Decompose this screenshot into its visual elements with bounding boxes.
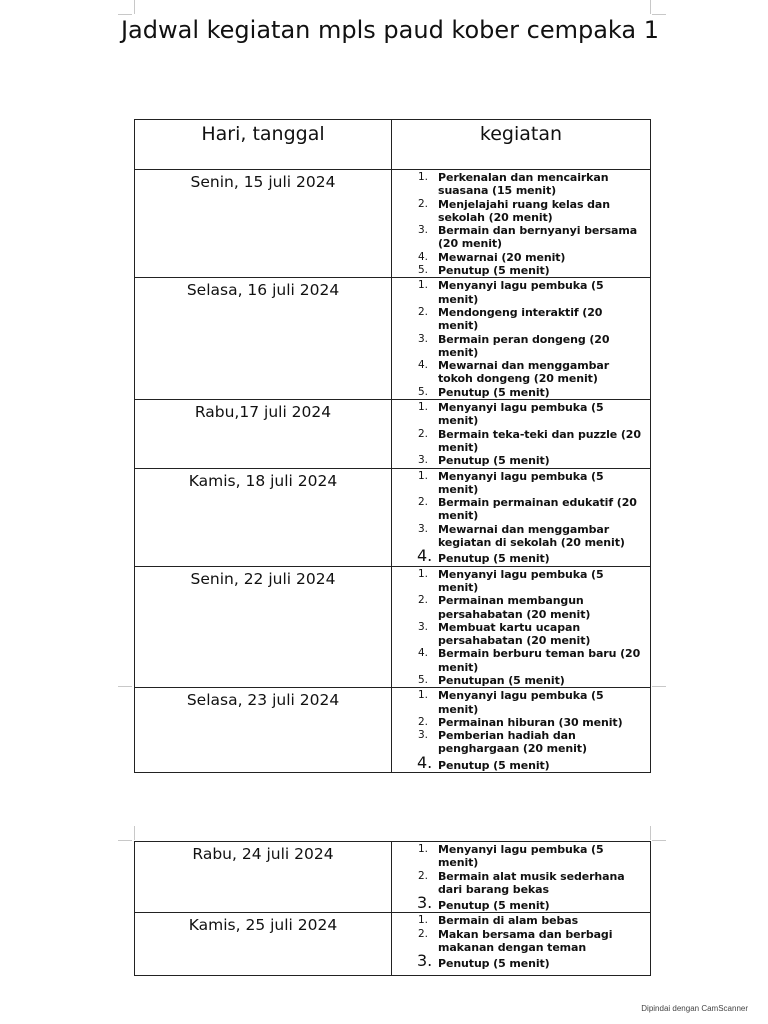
activity-number: 1.: [418, 567, 428, 580]
activity-item: [392, 333, 646, 360]
activity-number: 3.: [418, 620, 428, 633]
activity-text: Penutup (5 menit): [438, 264, 550, 278]
activity-item: [392, 401, 646, 428]
activity-item: [392, 689, 646, 716]
activity-number: 3.: [418, 454, 428, 467]
activity-item: [392, 264, 646, 277]
activity-number: 4.: [417, 546, 433, 566]
activity-item: [392, 621, 646, 648]
activity-text: Menjelajahi ruang kelas dan sekolah (20 menit): [438, 197, 610, 224]
activity-number: 3.: [418, 224, 428, 237]
activity-item: [392, 279, 646, 306]
schedule-table-continued: [134, 841, 651, 976]
activity-text: Menyanyi lagu pembuka (5 menit): [438, 469, 604, 496]
activity-text: Bermain peran dongeng (20 menit): [438, 332, 610, 359]
schedule-row: [135, 913, 651, 976]
activity-number: 5.: [418, 264, 428, 277]
activities-cell: [392, 688, 651, 773]
activities-cell: [392, 566, 651, 688]
schedule-table: [134, 119, 651, 773]
activity-text: Penutup (5 menit): [438, 957, 550, 971]
crop-mark: [652, 14, 666, 15]
activity-list: [392, 400, 650, 467]
crop-mark: [134, 826, 135, 840]
activity-text: Bermain di alam bebas: [438, 914, 579, 928]
activity-text: Perkenalan dan mencairkan suasana (15 menit): [438, 171, 609, 198]
crop-mark: [650, 0, 651, 14]
activity-item: [392, 914, 646, 927]
day-date-cell: Rabu,17 juli 2024: [135, 400, 392, 468]
activity-list: [392, 278, 650, 399]
activity-item: [392, 594, 646, 621]
activity-number: 3.: [418, 729, 428, 742]
activity-item: [392, 251, 646, 264]
day-date-cell: Senin, 15 juli 2024: [135, 170, 392, 278]
column-header-activities: kegiatan: [392, 120, 651, 170]
activity-item: [392, 198, 646, 225]
scanner-watermark: Dipindai dengan CamScanner: [641, 1004, 748, 1013]
activity-number: 4.: [417, 752, 433, 772]
crop-mark: [118, 686, 132, 687]
activity-item: [392, 729, 646, 756]
day-date-cell: Selasa, 23 juli 2024: [135, 688, 392, 773]
crop-mark: [118, 840, 132, 841]
activity-text: Penutup (5 menit): [438, 899, 550, 913]
activity-number: 2.: [418, 305, 428, 318]
activity-number: 5.: [418, 385, 428, 398]
column-header-day: Hari, tanggal: [135, 120, 392, 170]
activity-text: Membuat kartu ucapan persahabatan (20 menit): [438, 620, 591, 648]
activity-item: [392, 752, 646, 772]
crop-mark: [652, 686, 666, 687]
activity-number: 1.: [418, 914, 428, 927]
activity-number: 5.: [418, 673, 428, 686]
activity-number: 2.: [418, 427, 428, 440]
day-date-cell: Selasa, 16 juli 2024: [135, 278, 392, 400]
activity-number: 1.: [418, 279, 428, 292]
crop-mark: [118, 14, 132, 15]
activity-item: [392, 928, 646, 955]
activity-text: Mewarnai dan menggambar tokoh dongeng (20 menit): [438, 359, 610, 386]
activity-number: 2.: [418, 594, 428, 607]
activity-number: 2.: [418, 715, 428, 728]
activity-item: [392, 674, 646, 687]
activity-item: [392, 716, 646, 729]
activities-cell: [392, 842, 651, 913]
crop-mark: [652, 840, 666, 841]
activity-text: Bermain permainan edukatif (20 menit): [438, 496, 637, 523]
schedule-row: [135, 842, 651, 913]
activity-item: [392, 546, 646, 566]
activity-text: Permainan membangun persahabatan (20 menit): [438, 594, 591, 621]
activity-text: Menyanyi lagu pembuka (5 menit): [438, 279, 604, 306]
activity-list: [392, 170, 650, 277]
activity-number: 4.: [418, 359, 428, 372]
activity-item: [392, 171, 646, 198]
activity-number: 2.: [418, 927, 428, 940]
activity-number: 1.: [418, 469, 428, 482]
activity-number: 2.: [418, 869, 428, 882]
activity-text: Menyanyi lagu pembuka (5 menit): [438, 689, 604, 716]
activity-number: 2.: [418, 197, 428, 210]
activity-text: Menyanyi lagu pembuka (5 menit): [438, 843, 604, 870]
activities-cell: [392, 278, 651, 400]
activity-list: [392, 567, 650, 688]
activities-cell: [392, 170, 651, 278]
day-date-cell: Rabu, 24 juli 2024: [135, 842, 392, 913]
day-date-cell: Kamis, 18 juli 2024: [135, 468, 392, 566]
activity-text: Permainan hiburan (30 menit): [438, 715, 623, 729]
crop-mark: [134, 0, 135, 14]
activity-item: [392, 893, 646, 913]
activity-item: [392, 951, 646, 971]
day-date-cell: Senin, 22 juli 2024: [135, 566, 392, 688]
activity-number: 4.: [418, 250, 428, 263]
schedule-row: [135, 566, 651, 688]
activity-number: 1.: [418, 171, 428, 183]
schedule-row: [135, 468, 651, 566]
activity-number: 1.: [418, 401, 428, 414]
activity-item: [392, 870, 646, 897]
activity-text: Pemberian hadiah dan penghargaan (20 menit): [438, 729, 587, 756]
activity-list: [392, 913, 650, 970]
activity-item: [392, 568, 646, 595]
schedule-row: [135, 688, 651, 773]
activity-number: 3.: [418, 522, 428, 535]
crop-mark: [650, 826, 651, 840]
activity-text: Bermain berburu teman baru (20 menit): [438, 647, 641, 674]
activity-item: [392, 386, 646, 399]
activity-item: [392, 470, 646, 497]
activity-list: [392, 688, 650, 772]
activity-item: [392, 428, 646, 455]
activity-text: Makan bersama dan berbagi makanan dengan teman: [438, 927, 613, 955]
activity-text: Bermain dan bernyanyi bersama (20 menit): [438, 224, 638, 251]
activity-text: Mendongeng interaktif (20 menit): [438, 305, 603, 333]
activity-number: 3.: [418, 332, 428, 345]
activity-item: [392, 523, 646, 550]
activity-number: 3.: [417, 951, 433, 971]
activity-number: 1.: [418, 843, 428, 855]
activity-text: Penutup (5 menit): [438, 385, 550, 399]
activity-text: Penutup (5 menit): [438, 454, 550, 468]
activity-text: Bermain alat musik sederhana dari barang bekas: [438, 869, 625, 896]
activity-text: Penutupan (5 menit): [438, 673, 565, 687]
activity-number: 1.: [418, 689, 428, 702]
activity-text: Menyanyi lagu pembuka (5 menit): [438, 567, 604, 594]
activities-cell: [392, 468, 651, 566]
activity-item: [392, 647, 646, 674]
page-title: Jadwal kegiatan mpls paud kober cempaka 1: [120, 16, 660, 44]
schedule-row: [135, 400, 651, 468]
activity-text: Penutup (5 menit): [438, 552, 550, 566]
activity-item: [392, 306, 646, 333]
activity-number: 2.: [418, 496, 428, 509]
activity-list: [392, 842, 650, 912]
day-date-cell: Kamis, 25 juli 2024: [135, 913, 392, 976]
activity-text: Menyanyi lagu pembuka (5 menit): [438, 401, 604, 428]
activities-cell: [392, 400, 651, 468]
activity-text: Penutup (5 menit): [438, 758, 550, 772]
activity-item: [392, 224, 646, 251]
activity-text: Bermain teka-teki dan puzzle (20 menit): [438, 427, 641, 454]
schedule-row: [135, 170, 651, 278]
activity-number: 4.: [418, 647, 428, 660]
activity-text: Mewarnai dan menggambar kegiatan di sekolah (20 menit): [438, 522, 625, 550]
activity-item: [392, 496, 646, 523]
activity-text: Mewarnai (20 menit): [438, 250, 566, 264]
activity-item: [392, 359, 646, 386]
activity-item: [392, 454, 646, 467]
schedule-row: [135, 278, 651, 400]
activity-item: [392, 843, 646, 870]
activity-list: [392, 469, 650, 566]
activity-number: 3.: [417, 893, 433, 913]
activities-cell: [392, 913, 651, 976]
